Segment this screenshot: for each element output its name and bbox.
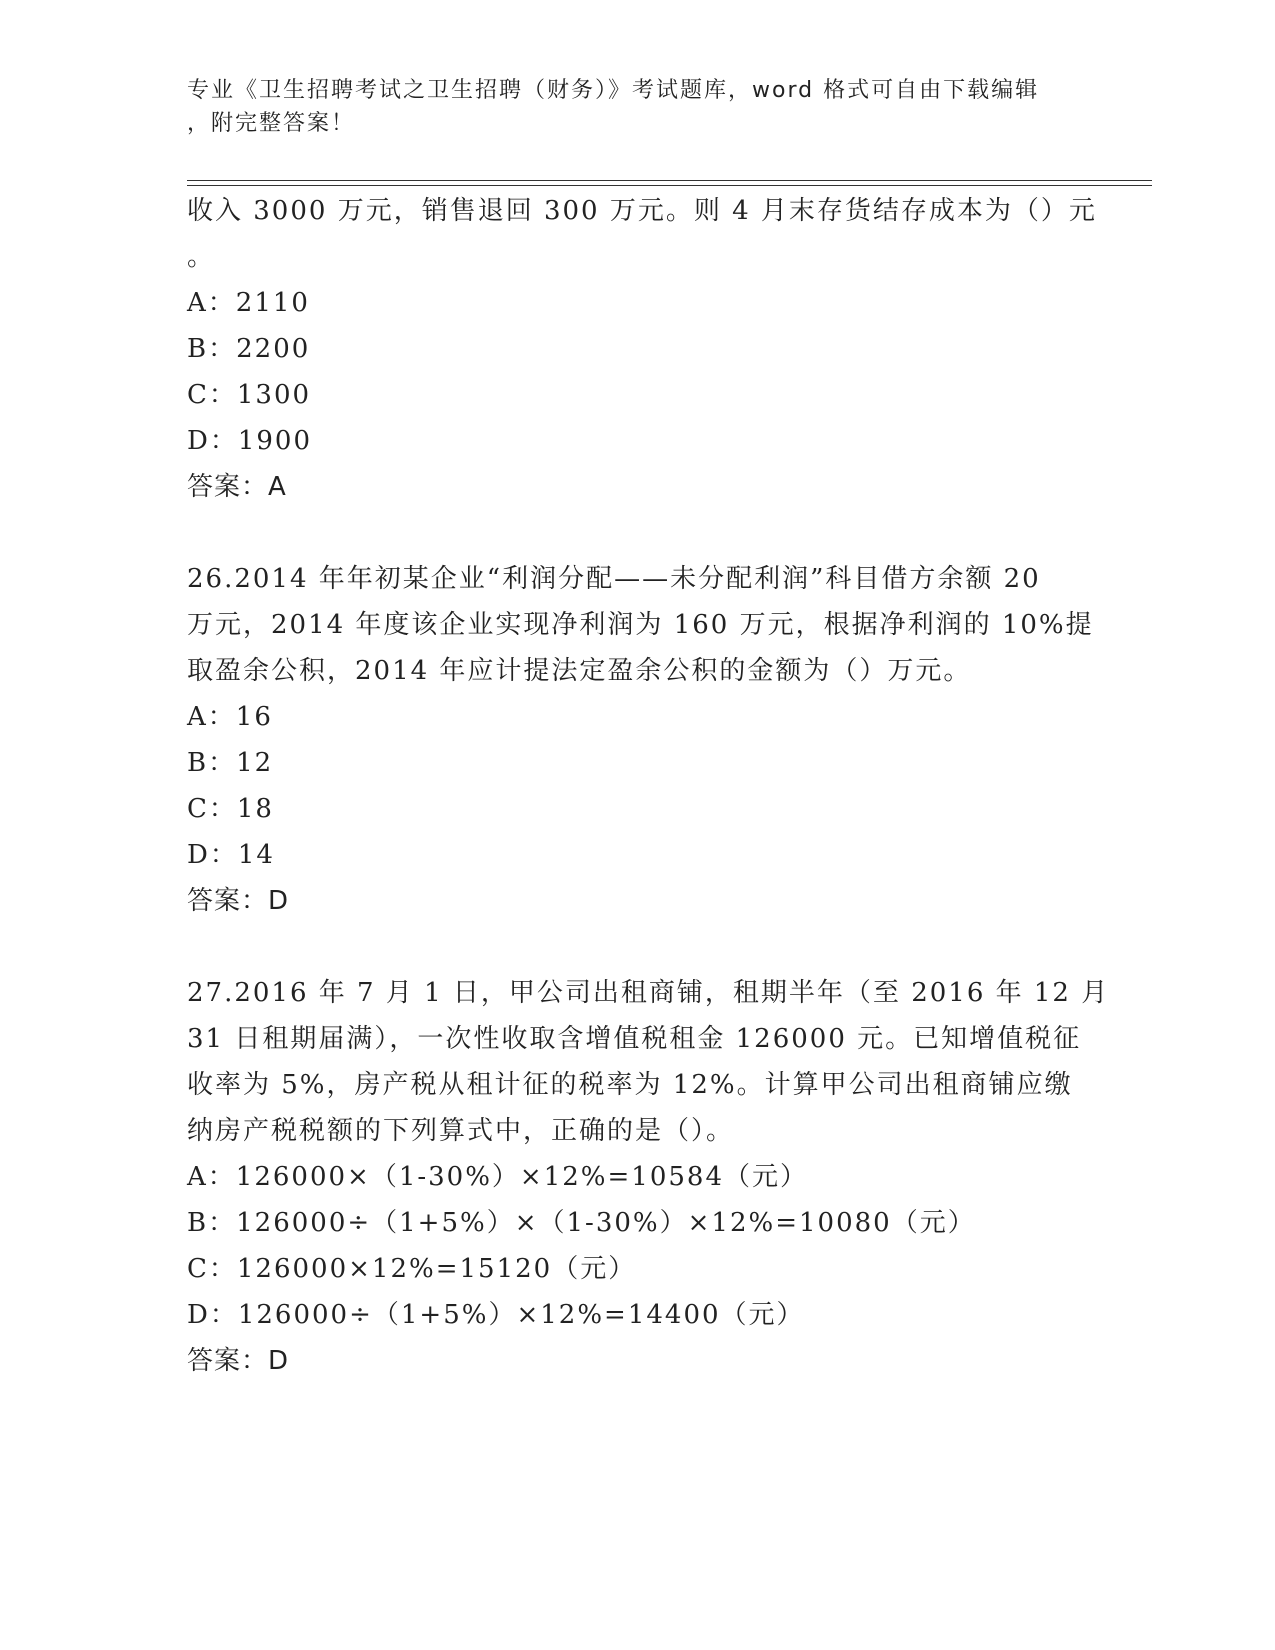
question-27 bbox=[187, 970, 1110, 1384]
question-25-option-b: B：2200 bbox=[187, 334, 311, 364]
question-content bbox=[187, 188, 1110, 1384]
question-26-answer: 答案：D bbox=[187, 886, 290, 916]
question-27-line-4: 纳房产税税额的下列算式中，正确的是（）。 bbox=[187, 1116, 735, 1146]
document-header bbox=[187, 74, 1067, 140]
question-25-option-c: C：1300 bbox=[187, 380, 312, 410]
question-27-option-a: A：126000×（1-30%）×12%=10584（元） bbox=[187, 1162, 808, 1192]
question-27-line-1: 27.2016 年 7 月 1 日，甲公司出租商铺，租期半年（至 2016 年 12 月 bbox=[187, 978, 1110, 1008]
header-rule-top bbox=[187, 180, 1152, 181]
question-26-line-2: 万元，2014 年度该企业实现净利润为 160 万元，根据净利润的 10%提 bbox=[187, 610, 1094, 640]
header-rule-bottom bbox=[187, 185, 1152, 186]
question-26-line-1: 26.2014 年年初某企业“利润分配——未分配利润”科目借方余额 20 bbox=[187, 564, 1041, 594]
question-27-option-b: B：126000÷（1+5%）×（1-30%）×12%=10080（元） bbox=[187, 1208, 976, 1238]
question-25-answer: 答案：A bbox=[187, 472, 287, 502]
question-25-line-1: 收入 3000 万元，销售退回 300 万元。则 4 月末存货结存成本为（）元 bbox=[187, 196, 1097, 226]
question-25-option-d: D：1900 bbox=[187, 426, 313, 456]
question-27-line-3: 收率为 5%，房产税从租计征的税率为 12%。计算甲公司出租商铺应缴 bbox=[187, 1070, 1073, 1100]
question-25-option-a: A：2110 bbox=[187, 288, 310, 318]
question-25-line-2: 。 bbox=[187, 242, 216, 272]
question-26-line-3: 取盈余公积，2014 年应计提法定盈余公积的金额为（）万元。 bbox=[187, 656, 972, 686]
header-line-2: ，附完整答案！ bbox=[187, 111, 356, 136]
question-27-answer: 答案：D bbox=[187, 1346, 290, 1376]
question-25 bbox=[187, 188, 1097, 510]
question-26-option-b: B：12 bbox=[187, 748, 274, 778]
question-27-option-d: D：126000÷（1+5%）×12%=14400（元） bbox=[187, 1300, 805, 1330]
spacer bbox=[187, 510, 1087, 556]
question-27-option-c: C：126000×12%=15120（元） bbox=[187, 1254, 637, 1284]
question-26-option-c: C：18 bbox=[187, 794, 274, 824]
question-26 bbox=[187, 556, 1094, 924]
question-26-option-a: A：16 bbox=[187, 702, 273, 732]
spacer bbox=[187, 924, 1087, 970]
question-26-option-d: D：14 bbox=[187, 840, 275, 870]
question-27-line-2: 31 日租期届满），一次性收取含增值税租金 126000 元。已知增值税征 bbox=[187, 1024, 1082, 1054]
header-line-1: 专业《卫生招聘考试之卫生招聘（财务）》考试题库，word 格式可自由下载编辑 bbox=[187, 78, 1040, 103]
